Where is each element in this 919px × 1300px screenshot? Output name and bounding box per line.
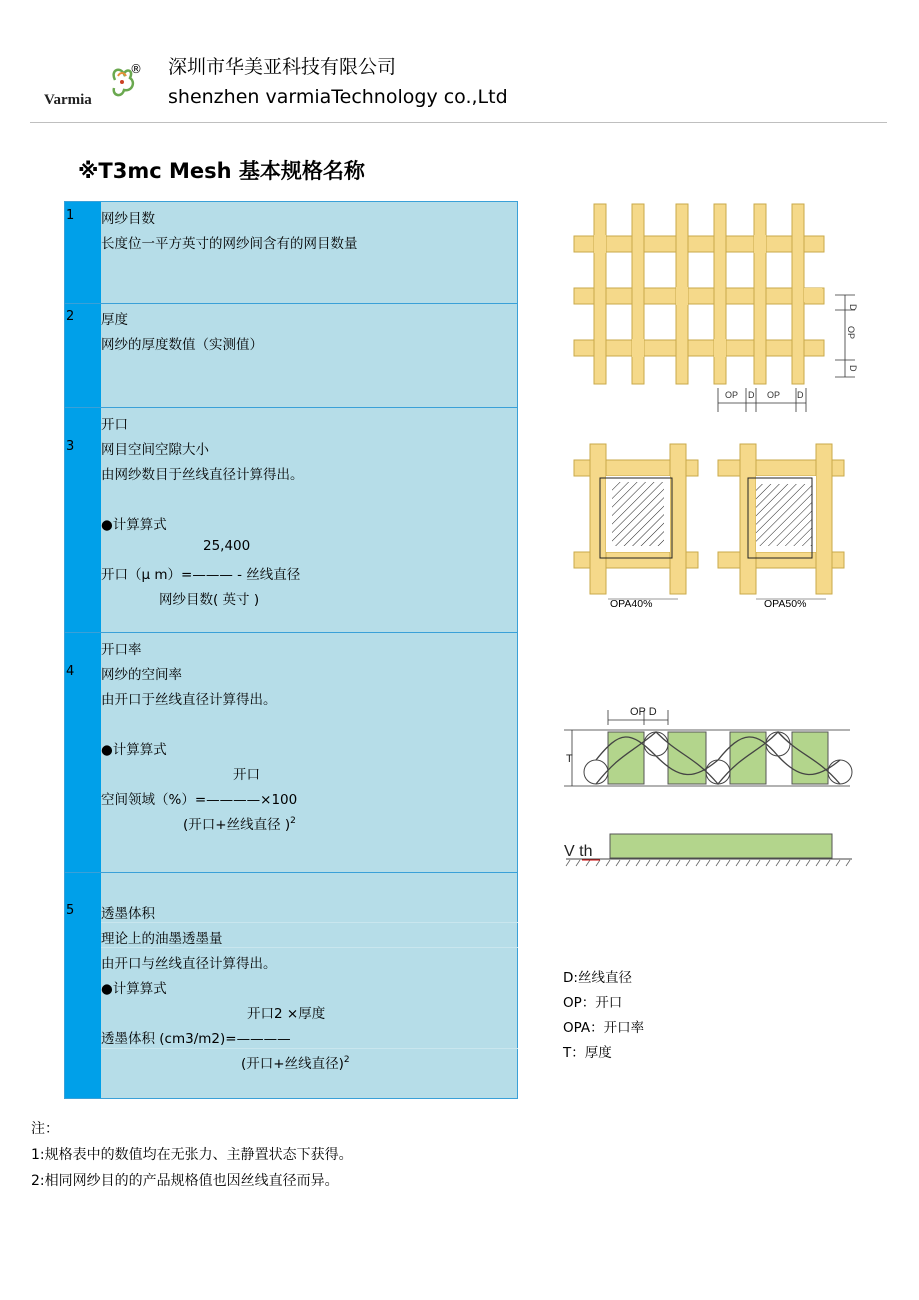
notes-heading: 注： bbox=[31, 1121, 59, 1137]
row-desc: 由网纱数目于丝线直径计算得出。 bbox=[101, 467, 304, 483]
formula-line: 开口（μ m）=——— - 丝线直径 bbox=[101, 567, 301, 583]
dim-label-op: OP bbox=[767, 390, 781, 400]
opa-diagrams bbox=[560, 440, 860, 615]
dim-label-op: OP bbox=[846, 326, 856, 340]
row-desc: 理论上的油墨透墨量 bbox=[101, 931, 223, 947]
row-name: 开口 bbox=[101, 417, 128, 433]
row-number: 2 bbox=[66, 309, 75, 324]
formula-numerator: 开口2 ×厚度 bbox=[247, 1006, 326, 1022]
opa40-caption: OPA40% bbox=[610, 598, 653, 610]
formula-line: 透墨体积 (cm3/m2)=———— bbox=[101, 1031, 291, 1047]
dim-label-opd: OP D bbox=[630, 706, 657, 718]
vth-label: V th bbox=[564, 843, 593, 860]
row-number: 4 bbox=[66, 664, 75, 679]
cross-section-diagram bbox=[560, 700, 860, 875]
calc-label: ●计算算式 bbox=[101, 981, 167, 997]
calc-label: ●计算算式 bbox=[101, 742, 167, 758]
row-desc: 由开口于丝线直径计算得出。 bbox=[101, 692, 277, 708]
legend-item: OPA：开口率 bbox=[563, 1020, 645, 1036]
row-desc: 由开口与丝线直径计算得出。 bbox=[101, 956, 277, 972]
legend-item: D:丝线直径 bbox=[563, 970, 632, 986]
row-desc: 网目空间空隙大小 bbox=[101, 442, 209, 458]
row-desc: 网纱的空间率 bbox=[101, 667, 182, 683]
page-title: ※T3mc Mesh 基本规格名称 bbox=[78, 159, 365, 183]
logo-wordmark: Varmia bbox=[44, 92, 92, 108]
number-column bbox=[65, 202, 101, 1098]
company-name-cn: 深圳市华美亚科技有限公司 bbox=[168, 56, 397, 78]
spec-table bbox=[64, 201, 518, 1099]
calc-label: ●计算算式 bbox=[101, 517, 167, 533]
row-number: 1 bbox=[66, 208, 75, 223]
legend-item: OP：开口 bbox=[563, 995, 623, 1011]
header-divider bbox=[30, 122, 887, 123]
legend-item: T：厚度 bbox=[563, 1045, 612, 1061]
formula-line: 空间领域（%）=————×100 bbox=[101, 792, 298, 808]
row-divider bbox=[65, 407, 517, 408]
row-divider bbox=[65, 303, 517, 304]
row-name: 透墨体积 bbox=[101, 906, 155, 922]
row-name: 开口率 bbox=[101, 642, 142, 658]
note-item: 2:相同网纱目的的产品规格值也因丝线直径而异。 bbox=[31, 1173, 339, 1189]
row-name: 网纱目数 bbox=[101, 211, 155, 227]
dim-label-d: D bbox=[848, 304, 858, 311]
dim-label-op: OP bbox=[725, 390, 739, 400]
row-number: 3 bbox=[66, 439, 75, 454]
formula-numerator: 开口 bbox=[233, 767, 260, 783]
row-name: 厚度 bbox=[101, 312, 128, 328]
formula-numerator: 25,400 bbox=[203, 538, 251, 554]
note-item: 1:规格表中的数值均在无张力、主静置状态下获得。 bbox=[31, 1147, 353, 1163]
row-number: 5 bbox=[66, 903, 75, 918]
dim-label-d: D bbox=[848, 365, 858, 372]
row-desc: 网纱的厚度数值（实测值） bbox=[101, 337, 263, 353]
opa50-caption: OPA50% bbox=[764, 598, 807, 610]
registered-mark: ® bbox=[130, 62, 142, 76]
dim-label-d: D bbox=[748, 390, 755, 400]
formula-denominator: (开口+丝线直径)$^2$ bbox=[241, 1055, 350, 1072]
dim-label-d: D bbox=[797, 390, 804, 400]
formula-denominator: (开口+丝线直径 )$^2$ bbox=[183, 816, 296, 833]
formula-denominator: 网纱目数( 英寸 ) bbox=[159, 592, 260, 608]
company-name-en: shenzhen varmiaTechnology co.,Ltd bbox=[168, 86, 508, 108]
mesh-weave-diagram bbox=[560, 200, 860, 415]
dim-label-t: T bbox=[566, 753, 573, 765]
row-desc: 长度位一平方英寸的网纱间含有的网目数量 bbox=[101, 236, 358, 252]
row-divider bbox=[65, 632, 517, 633]
row-divider bbox=[65, 872, 517, 873]
